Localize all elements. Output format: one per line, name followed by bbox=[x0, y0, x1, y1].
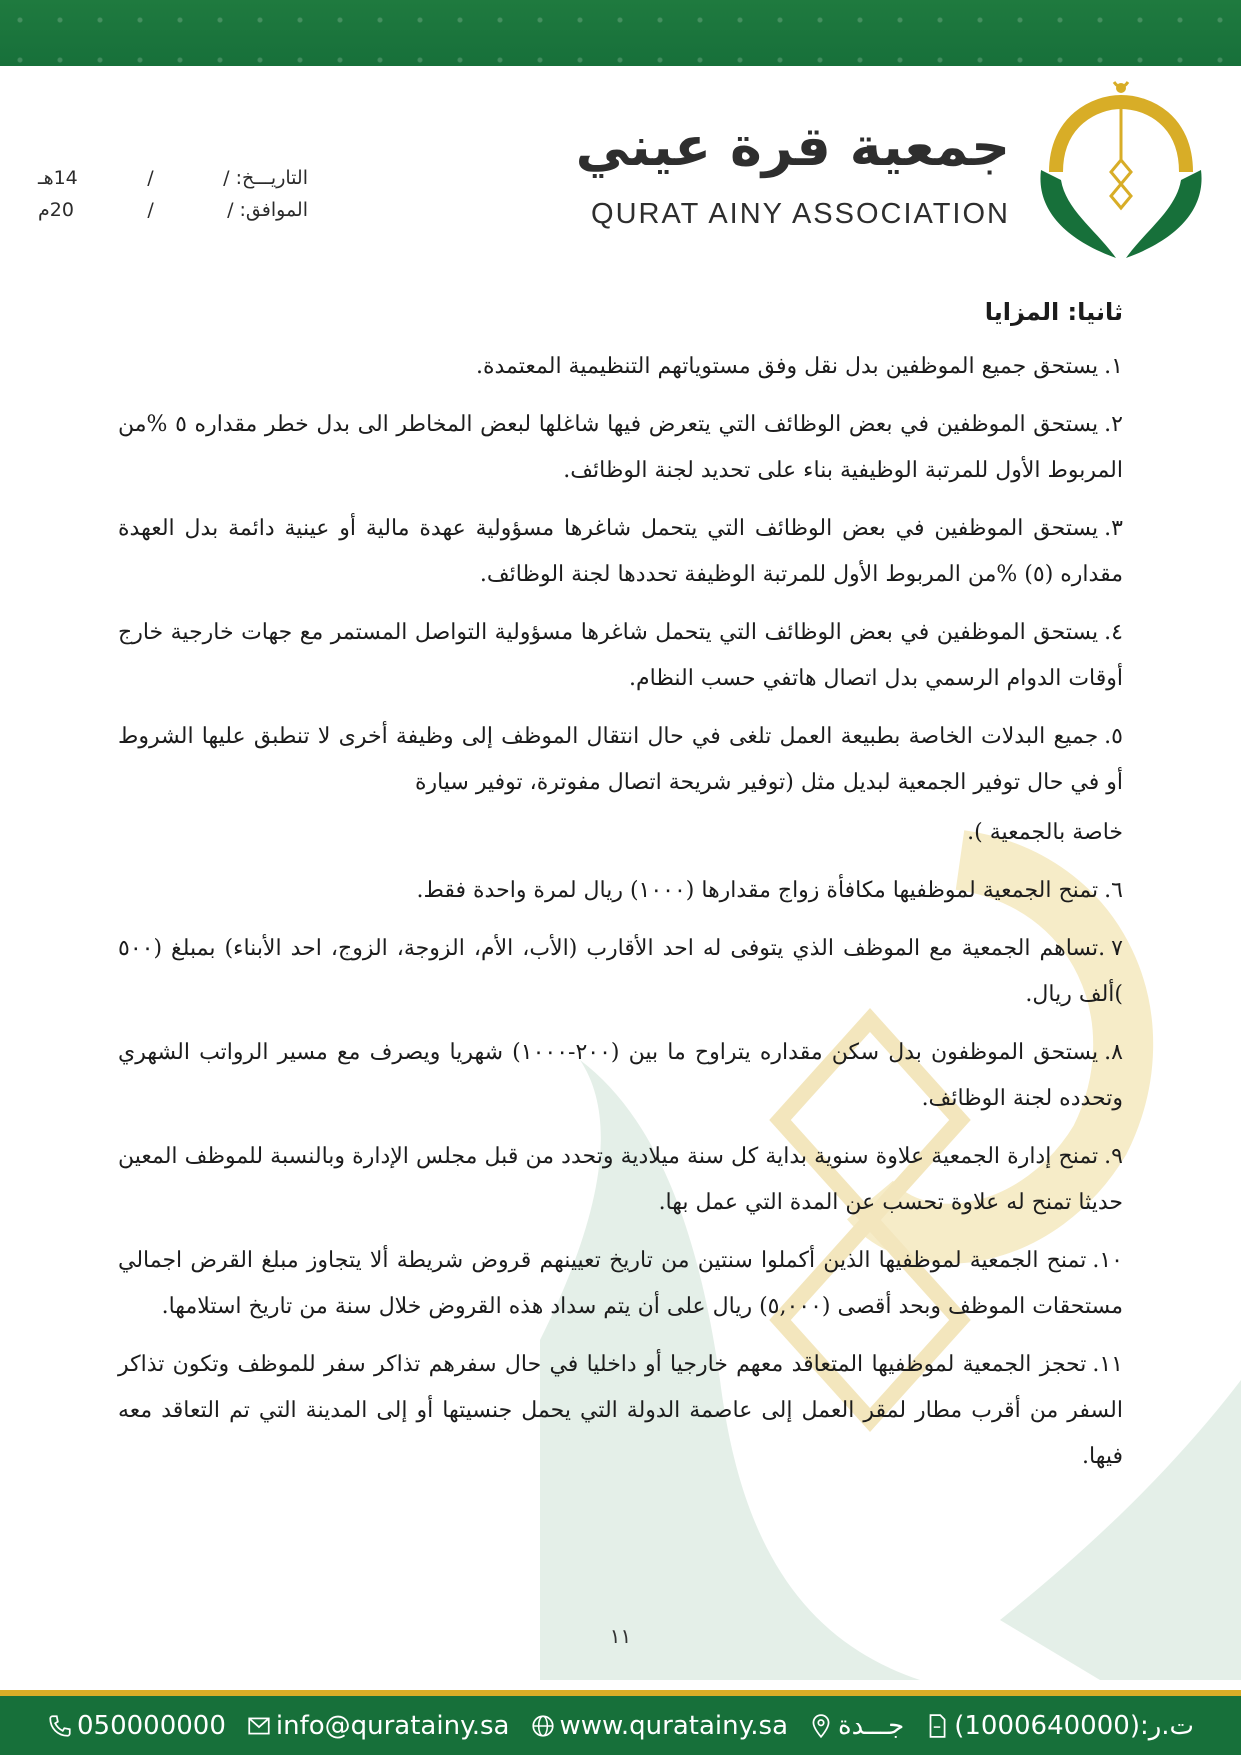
list-item bbox=[118, 1238, 1123, 1330]
item-text: يستحق جميع الموظفين بدل نقل وفق مستوياتهم التنظيمية المعتمدة. bbox=[475, 354, 1099, 379]
list-item bbox=[118, 868, 1123, 914]
email-icon bbox=[246, 1713, 272, 1739]
list-item bbox=[118, 1342, 1123, 1480]
corresponding-label: الموافق: / bbox=[227, 199, 308, 221]
item-number: ٣. bbox=[1104, 516, 1123, 541]
item-number: ٩. bbox=[1104, 1144, 1123, 1169]
item-text: تمنح الجمعية لموظفيها الذين أكملوا سنتين من تاريخ تعيينهم قروض شريطة ألا يتجاوز مبلغ القرض اجمالي مستحقات الموظف وبحد أقصى (٥,٠٠٠) ريال على أن يتم سداد هذه القروض خلال سنة من تاريخ استلامها. bbox=[118, 1248, 1123, 1319]
document-icon bbox=[924, 1713, 950, 1739]
footer-email[interactable] bbox=[246, 1711, 510, 1741]
gregorian-suffix: 20م bbox=[38, 199, 74, 221]
item-number: ٨. bbox=[1104, 1040, 1123, 1065]
section-title: ثانيا: المزايا bbox=[984, 298, 1123, 326]
item-text: يستحق الموظفون بدل سكن مقداره يتراوح ما بين (٢٠٠-١٠٠٠) شهريا ويصرف مع مسير الرواتب الشهري وتحدده لجنة الوظائف. bbox=[118, 1040, 1123, 1111]
list-item bbox=[118, 1134, 1123, 1226]
list-item bbox=[118, 610, 1123, 702]
date-block bbox=[38, 162, 308, 226]
item-number: ٤. bbox=[1104, 620, 1123, 645]
location-pin-icon bbox=[808, 1713, 834, 1739]
date-label: التاريـــخ: / bbox=[223, 167, 308, 189]
list-item bbox=[118, 926, 1123, 1018]
cr-text: ت.ر:(1000640000) bbox=[954, 1710, 1195, 1741]
gregorian-date-row bbox=[38, 194, 308, 226]
hijri-suffix: 14هـ bbox=[38, 167, 78, 189]
item-text: يستحق الموظفين في بعض الوظائف التي يتعرض فيها شاغلها لبعض المخاطر الى بدل خطر مقداره ٥ %من المربوط الأول للمرتبة الوظيفية بناء على تحديد لجنة الوظائف. bbox=[118, 412, 1123, 483]
globe-icon bbox=[530, 1713, 556, 1739]
footer-bar bbox=[0, 1696, 1241, 1755]
item-number: ١٠. bbox=[1092, 1248, 1123, 1273]
item-number: ١. bbox=[1104, 354, 1123, 379]
email-text: info@quratainy.sa bbox=[275, 1710, 510, 1741]
item-text: تمنح إدارة الجمعية علاوة سنوية بداية كل سنة ميلادية وتحدد من قبل مجلس الإدارة وبالنسبة للموظف المعين حديثا تمنح له علاوة تحسب عن المدة التي عمل بها. bbox=[118, 1144, 1123, 1215]
date-separator: / bbox=[147, 167, 154, 189]
list-item bbox=[118, 714, 1123, 856]
item-number: ٦. bbox=[1104, 878, 1123, 903]
city-text: جـــدة bbox=[838, 1710, 905, 1741]
item-text: يستحق الموظفين في بعض الوظائف التي يتحمل شاغرها مسؤولية التواصل المستمر مع جهات خارجية خارج أوقات الدوام الرسمي بدل اتصال هاتفي حسب النظام. bbox=[118, 620, 1123, 691]
date-separator: / bbox=[147, 199, 154, 221]
list-item bbox=[118, 402, 1123, 494]
footer-website[interactable] bbox=[530, 1711, 789, 1741]
hijri-date-row bbox=[38, 162, 308, 194]
list-item bbox=[118, 506, 1123, 598]
footer-cr bbox=[924, 1711, 1194, 1741]
org-name-arabic: جمعية قرة عيني bbox=[575, 115, 1010, 178]
association-logo-icon bbox=[1036, 80, 1206, 260]
item-number: ٧ bbox=[1111, 936, 1123, 961]
phone-icon bbox=[47, 1713, 73, 1739]
list-item bbox=[118, 344, 1123, 390]
item-number: ١١. bbox=[1092, 1352, 1123, 1377]
item-text-continued: خاصة بالجمعية ). bbox=[967, 820, 1123, 845]
website-text: www.quratainy.sa bbox=[559, 1710, 789, 1741]
item-number: ٢. bbox=[1104, 412, 1123, 437]
document-body bbox=[118, 292, 1123, 1492]
item-text: .تساهم الجمعية مع الموظف الذي يتوفى له احد الأقارب (الأب، الأم، الزوجة، الزوج، احد الأبناء) بمبلغ (٥٠٠ )ألف ريال. bbox=[118, 936, 1123, 1007]
list-item bbox=[118, 1030, 1123, 1122]
page-number: ١١ bbox=[609, 1624, 632, 1648]
item-text: جميع البدلات الخاصة بطبيعة العمل تلغى في حال انتقال الموظف إلى وظيفة أخرى لا تنطبق عليها الشروط أو في حال توفير الجمعية لبديل مثل (توفير شريحة اتصال مفوترة، توفير سيارة bbox=[118, 724, 1123, 795]
item-text: تحجز الجمعية لموظفيها المتعاقد معهم خارجيا أو داخليا في حال سفرهم تذاكر سفر للموظف وتكون تذاكر السفر من أقرب مطار لمقر العمل إلى عاصمة الدولة التي يحمل جنسيتها أو إلى المدينة التي تم التعاقد معه فيها. bbox=[118, 1352, 1123, 1469]
org-name-english: QURAT AINY ASSOCIATION bbox=[591, 198, 1010, 230]
item-text: تمنح الجمعية لموظفيها مكافأة زواج مقدارها (١٠٠٠) ريال لمرة واحدة فقط. bbox=[416, 878, 1099, 903]
header-band bbox=[0, 0, 1241, 66]
item-number: ٥. bbox=[1104, 724, 1123, 749]
footer-location bbox=[808, 1711, 904, 1741]
footer-phone[interactable] bbox=[47, 1711, 226, 1741]
item-text: يستحق الموظفين في بعض الوظائف التي يتحمل شاغرها مسؤولية عهدة مالية أو عينية دائمة بدل العهدة مقداره (٥) %من المربوط الأول للمرتبة الوظيفة تحددها لجنة الوظائف. bbox=[118, 516, 1123, 587]
phone-text: 050000000 bbox=[76, 1710, 226, 1741]
